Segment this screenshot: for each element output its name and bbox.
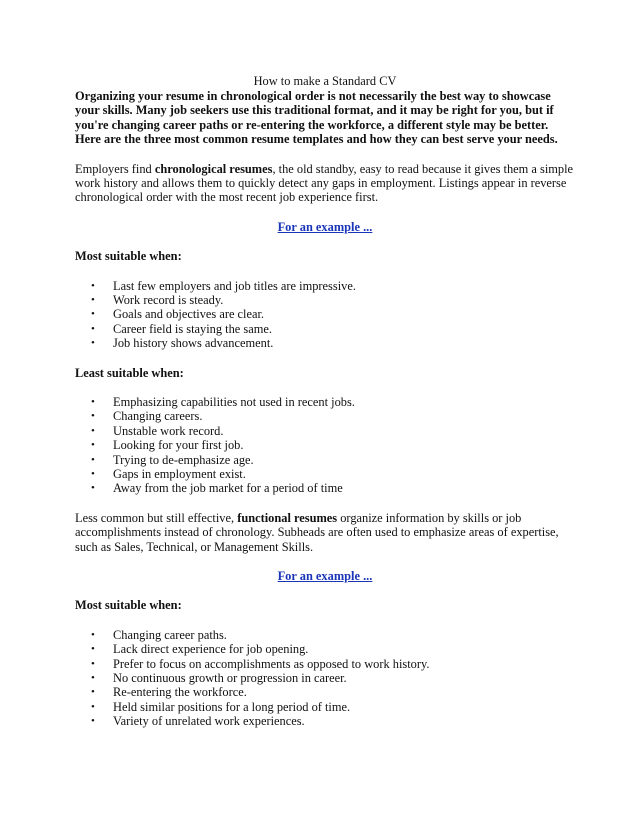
list-item bbox=[75, 467, 575, 481]
list-item bbox=[75, 395, 575, 409]
bullet-icon: • bbox=[91, 671, 95, 684]
list-item-text: Prefer to focus on accomplishments as opposed to work history. bbox=[113, 656, 430, 671]
bullet-icon: • bbox=[91, 294, 95, 307]
bullet-icon: • bbox=[91, 279, 95, 292]
bullet-icon: • bbox=[91, 482, 95, 495]
list-item-text: Last few employers and job titles are impressive. bbox=[113, 278, 356, 293]
bullet-icon: • bbox=[91, 643, 95, 656]
list-item-text: Work record is steady. bbox=[113, 293, 224, 308]
chronological-least-list bbox=[75, 395, 575, 496]
chronological-most-list bbox=[75, 279, 575, 351]
list-item bbox=[75, 438, 575, 452]
list-item-text: Emphasizing capabilities not used in recent jobs. bbox=[113, 395, 355, 410]
bullet-icon: • bbox=[91, 396, 95, 409]
list-item bbox=[75, 642, 575, 656]
bullet-icon: • bbox=[91, 439, 95, 452]
list-item-text: Goals and objectives are clear. bbox=[113, 307, 265, 322]
list-item-text: Away from the job market for a period of time bbox=[113, 481, 343, 496]
list-item-text: Lack direct experience for job opening. bbox=[113, 642, 309, 657]
intro-paragraph: Organizing your resume in chronological order is not necessarily the best way to showcase your skills. Many job seekers use this traditional format, and it may be right for you, but if you're changing career paths or re-entering the workforce, a different style may be better. Here are the three most common resume templates and how they can best serve your needs. bbox=[75, 89, 558, 147]
chronological-most-heading: Most suitable when: bbox=[75, 249, 182, 264]
list-item-text: Looking for your first job. bbox=[113, 438, 244, 453]
functional-example-line bbox=[75, 569, 575, 583]
list-item bbox=[75, 322, 575, 336]
bullet-icon: • bbox=[91, 467, 95, 480]
bullet-icon: • bbox=[91, 308, 95, 321]
list-item-text: Variety of unrelated work experiences. bbox=[113, 714, 305, 729]
list-item bbox=[75, 714, 575, 728]
list-item-text: Changing careers. bbox=[113, 409, 203, 424]
list-item bbox=[75, 628, 575, 642]
list-item-text: Trying to de-emphasize age. bbox=[113, 452, 254, 467]
document-page bbox=[75, 74, 575, 729]
bullet-icon: • bbox=[91, 453, 95, 466]
list-item bbox=[75, 453, 575, 467]
list-item-text: Job history shows advancement. bbox=[113, 336, 274, 351]
chronological-least-heading: Least suitable when: bbox=[75, 365, 184, 380]
bullet-icon: • bbox=[91, 322, 95, 335]
chronological-lead: Employers find bbox=[75, 161, 155, 176]
list-item bbox=[75, 685, 575, 699]
functional-rest: organize information by skills or job accomplishments instead of chronology. Subheads are often used to emphasize areas of expertise, such as Sales, Technical, or Management Skills. bbox=[75, 510, 559, 554]
list-item bbox=[75, 700, 575, 714]
list-item-text: Gaps in employment exist. bbox=[113, 466, 246, 481]
list-item-text: Unstable work record. bbox=[113, 423, 224, 438]
list-item-text: Career field is staying the same. bbox=[113, 321, 272, 336]
bullet-icon: • bbox=[91, 424, 95, 437]
chronological-paragraph bbox=[75, 162, 575, 205]
functional-paragraph bbox=[75, 511, 575, 554]
bullet-icon: • bbox=[91, 337, 95, 350]
bullet-icon: • bbox=[91, 686, 95, 699]
bullet-icon: • bbox=[91, 657, 95, 670]
list-item bbox=[75, 657, 575, 671]
functional-most-list bbox=[75, 628, 575, 729]
list-item bbox=[75, 424, 575, 438]
bullet-icon: • bbox=[91, 628, 95, 641]
list-item bbox=[75, 481, 575, 495]
list-item-text: No continuous growth or progression in career. bbox=[113, 670, 347, 685]
list-item bbox=[75, 293, 575, 307]
list-item-text: Changing career paths. bbox=[113, 627, 227, 642]
functional-most-heading: Most suitable when: bbox=[75, 598, 182, 613]
functional-lead: Less common but still effective, bbox=[75, 510, 238, 525]
chronological-example-link[interactable]: For an example ... bbox=[277, 219, 373, 234]
list-item bbox=[75, 671, 575, 685]
list-item bbox=[75, 409, 575, 423]
bullet-icon: • bbox=[91, 715, 95, 728]
list-item bbox=[75, 336, 575, 350]
functional-term: functional resumes bbox=[237, 510, 338, 525]
list-item-text: Held similar positions for a long period of time. bbox=[113, 699, 351, 714]
bullet-icon: • bbox=[91, 700, 95, 713]
list-item-text: Re-entering the workforce. bbox=[113, 685, 247, 700]
chronological-rest: , the old standby, easy to read because it gives them a simple work history and allows them to quickly detect any gaps in employment. Listings appear in reverse chronological order with the most recent job experience first. bbox=[75, 161, 574, 205]
chronological-example-line bbox=[75, 220, 575, 234]
page-title: How to make a Standard CV bbox=[253, 74, 397, 88]
bullet-icon: • bbox=[91, 410, 95, 423]
chronological-term: chronological resumes bbox=[154, 161, 273, 176]
list-item bbox=[75, 307, 575, 321]
functional-example-link[interactable]: For an example ... bbox=[277, 568, 373, 583]
list-item bbox=[75, 279, 575, 293]
